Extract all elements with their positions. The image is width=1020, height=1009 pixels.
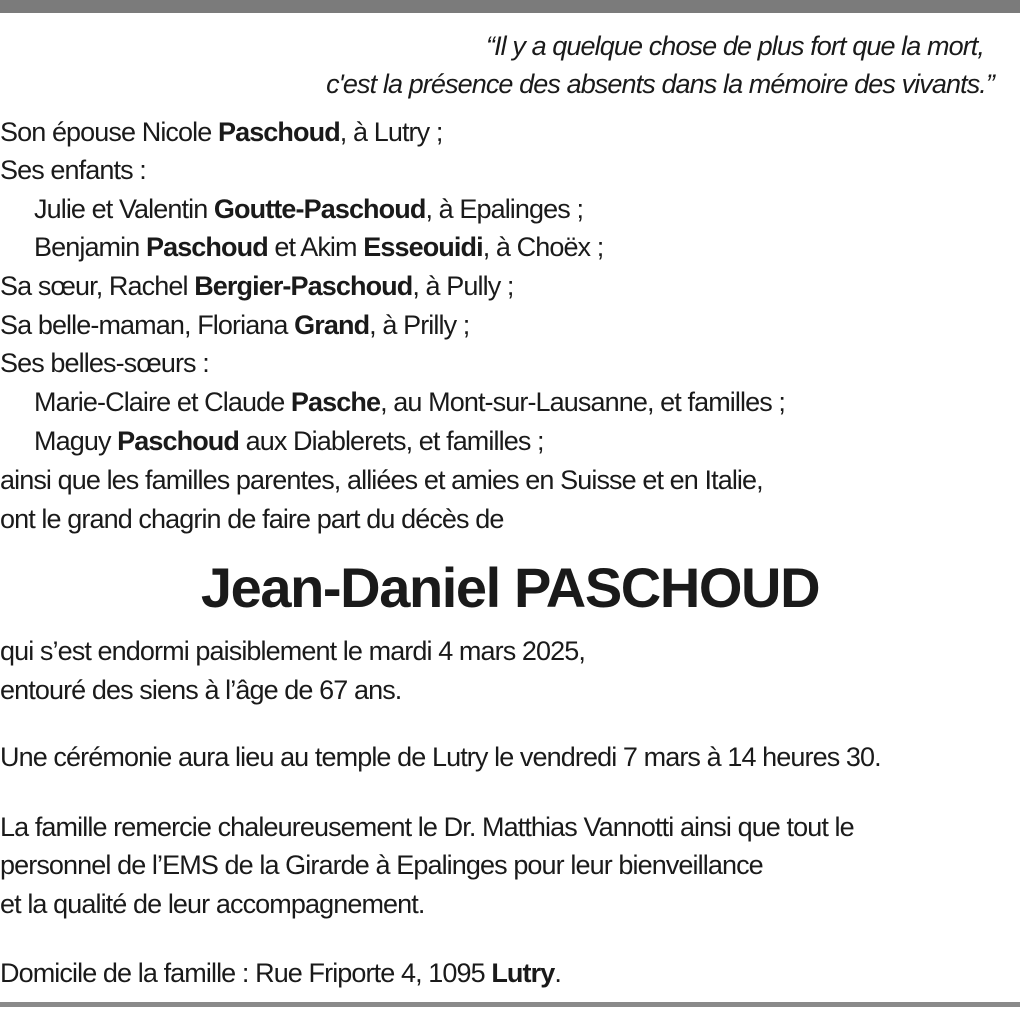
sister-in-law-1-post: , au Mont-sur-Lausanne, et familles ;: [380, 387, 786, 417]
spouse-line: [0, 115, 442, 149]
sister-in-law-2-surname: Paschoud: [117, 426, 239, 456]
bottom-rule: [0, 1002, 1020, 1007]
sister-in-law-2-line: [34, 424, 544, 458]
spouse-surname: Paschoud: [217, 117, 340, 147]
children-label: Ses enfants :: [0, 155, 146, 185]
domicile-town: Lutry: [491, 958, 555, 988]
mother-in-law-post: , à Prilly ;: [369, 310, 470, 340]
ceremony-line: Une cérémonie aura lieu au temple de Lutry le vendredi 7 mars à 14 heures 30.: [0, 742, 881, 772]
deceased-name: Jean-Daniel PASCHOUD: [200, 556, 820, 619]
top-rule: [0, 0, 1020, 13]
sister-post: , à Pully ;: [412, 271, 514, 301]
sister-in-law-1-pre: Marie-Claire et Claude: [34, 387, 291, 417]
thanks-line-2: personnel de l’EMS de la Girarde à Epalinges pour leur bienveillance: [0, 850, 763, 880]
child-1-pre: Julie et Valentin: [34, 194, 214, 224]
sister-surname: Bergier-Paschoud: [194, 271, 413, 301]
spouse-pre: Son épouse Nicole: [0, 117, 218, 147]
thanks-line-1: La famille remercie chaleureusement le Dr. Matthias Vannotti ainsi que tout le: [0, 812, 854, 842]
thanks-line-3: et la qualité de leur accompagnement.: [0, 889, 425, 919]
child-2-pre: Benjamin: [34, 232, 146, 262]
sister-line: [0, 269, 514, 303]
sister-in-law-1-surname: Pasche: [290, 387, 381, 417]
domicile-line: [0, 956, 561, 990]
sister-in-law-2-post: aux Diablerets, et familles ;: [238, 426, 544, 456]
quote-line-1: “Il y a quelque chose de plus fort que la mort,: [485, 31, 984, 61]
mother-in-law-line: [0, 308, 469, 342]
domicile-post: .: [554, 958, 561, 988]
child-2-line: [34, 230, 603, 264]
spouse-post: , à Lutry ;: [339, 117, 443, 147]
sister-pre: Sa sœur, Rachel: [0, 271, 195, 301]
passing-line-2: entouré des siens à l’âge de 67 ans.: [0, 675, 402, 705]
sister-in-law-1-line: [34, 385, 785, 419]
quote-line-2: c'est la présence des absents dans la mémoire des vivants.”: [326, 69, 994, 99]
mother-in-law-surname: Grand: [294, 310, 370, 340]
extended-family-line: ainsi que les familles parentes, alliées et amies en Suisse et en Italie,: [0, 465, 763, 495]
epigraph-quote: [326, 27, 994, 103]
child-2-surname: Paschoud: [145, 232, 268, 262]
domicile-pre: Domicile de la famille : Rue Friporte 4, 1095: [0, 958, 492, 988]
child-1-surname: Goutte-Paschoud: [213, 194, 426, 224]
sister-in-law-2-pre: Maguy: [34, 426, 118, 456]
passing-line-1: qui s’est endormi paisiblement le mardi 4 mars 2025,: [0, 636, 585, 666]
sisters-in-law-label: Ses belles-sœurs :: [0, 348, 209, 378]
child-2-mid: et Akim: [267, 232, 364, 262]
child-2-post: , à Choëx ;: [482, 232, 604, 262]
child-1-post: , à Epalinges ;: [425, 194, 584, 224]
announcement-line: ont le grand chagrin de faire part du décès de: [0, 504, 504, 534]
mother-in-law-pre: Sa belle-maman, Floriana: [0, 310, 295, 340]
child-2-partner-surname: Esseouidi: [363, 232, 483, 262]
child-1-line: [34, 192, 583, 226]
